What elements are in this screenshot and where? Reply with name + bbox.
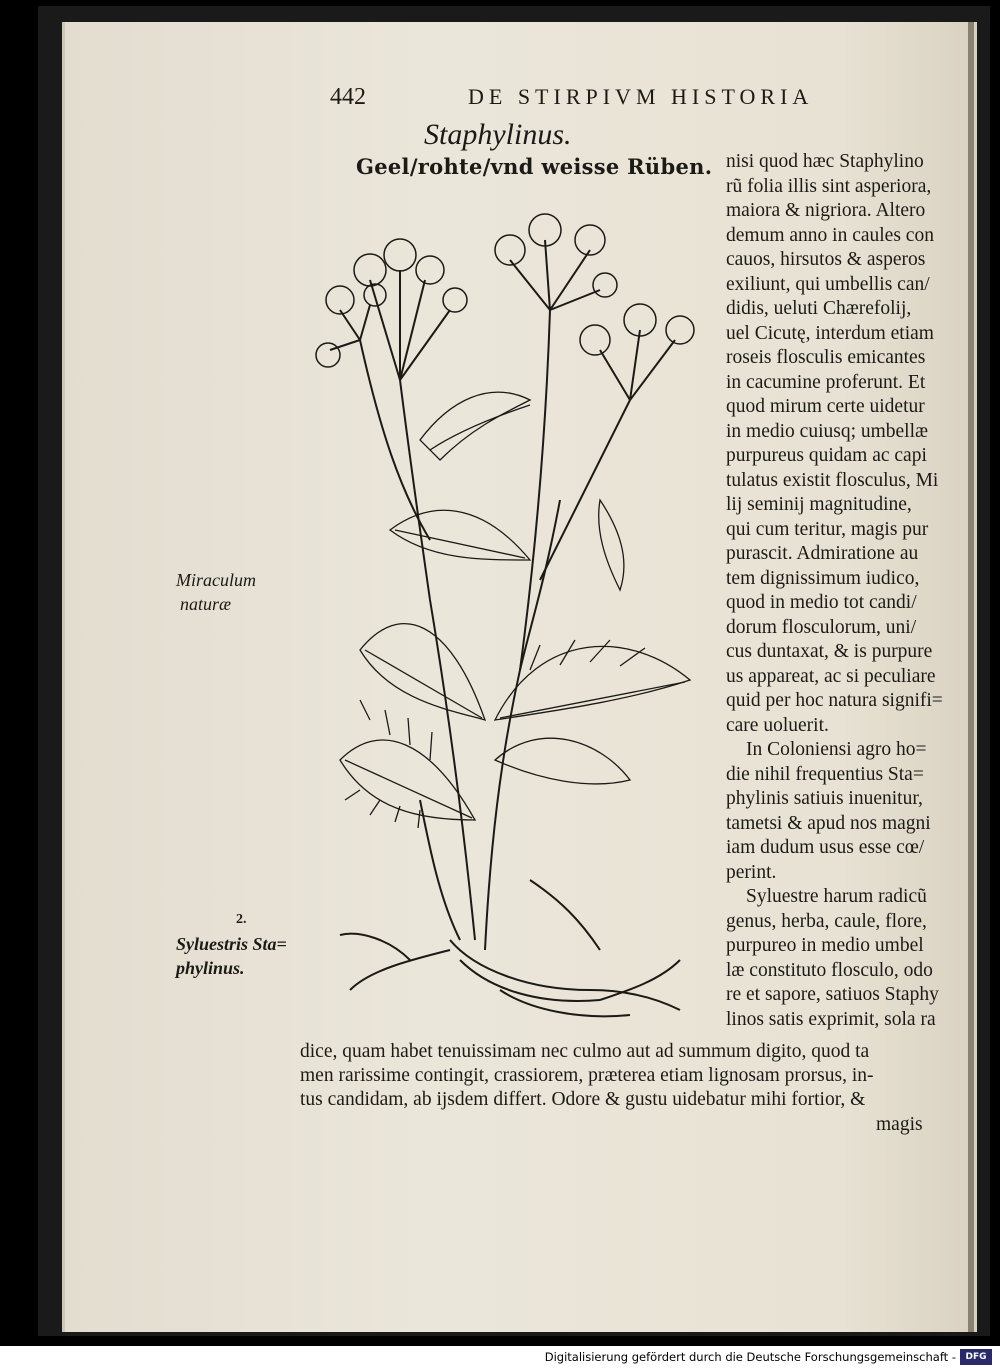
text-line: linos satis exprimit, sola ra (726, 1008, 936, 1030)
margin-note-line: naturæ (180, 594, 232, 614)
section-subtitle: Geel/rohte/vnd weisse Rüben. (356, 154, 713, 179)
text-line: exiliunt, qui umbellis can/ (726, 273, 930, 295)
text-line: demum anno in caules con (726, 224, 934, 246)
text-line: purpureus quidam ac capi (726, 445, 927, 466)
text-full-width (300, 1040, 970, 1112)
text-line: tametsi & apud nos magni (726, 812, 931, 834)
leaf-large-right (495, 646, 690, 720)
text-line: nisi quod hæc Staphylino (726, 151, 924, 172)
text-line: roseis flosculis emicantes (726, 347, 926, 368)
page-edge (968, 22, 974, 1332)
text-line: purascit. Admiratione au (726, 543, 919, 564)
text-line: phylinis satiuis inuenitur, (726, 788, 923, 809)
text-line: In Coloniensi agro ho= (746, 739, 927, 760)
leaf-lower-right (495, 738, 630, 784)
stem-main (485, 500, 560, 950)
text-line: genus, herba, caule, flore, (726, 910, 927, 932)
text-line: quod mirum certe uidetur (726, 396, 925, 417)
leaf-mid-right (599, 500, 624, 590)
text-line: care uoluerit. (726, 714, 829, 736)
text-line: dorum flosculorum, uni/ (726, 616, 917, 638)
stem-right (540, 400, 630, 580)
text-line: Syluestre harum radicũ (746, 886, 927, 907)
text-line: us appareat, ac si peculiare (726, 665, 936, 687)
text-line: in cacumine proferunt. Et (726, 371, 926, 393)
dfg-logo-icon: DFG (960, 1349, 992, 1365)
text-line: cauos, hirsutos & asperos (726, 249, 926, 270)
text-line: re et sapore, satiuos Staphy (726, 984, 939, 1005)
text-line: perint. (726, 861, 777, 883)
text-line: cus duntaxat, & is purpure (726, 641, 933, 662)
margin-note-line: Miraculum (176, 570, 256, 590)
plant-woodcut-illustration (300, 200, 720, 1040)
text-line: qui cum teritur, magis pur (726, 518, 929, 540)
text-line: uel Cicutę, interdum etiam (726, 322, 934, 344)
text-line: lij seminij magnitudine, (726, 494, 912, 515)
catchword: magis (876, 1114, 923, 1135)
text-line: maiora & nigriora. Altero (726, 200, 926, 221)
text-line: tem dignissimum iudico, (726, 567, 920, 589)
leaf-large-left (360, 624, 485, 720)
root-bulb (450, 940, 680, 1010)
section-title: Staphylinus. (424, 118, 572, 151)
stem-center (520, 310, 550, 670)
text-line: tus candidam, ab ijsdem differt. Odore & gustu uidebatur mihi fortior, & (300, 1089, 866, 1110)
text-line: quid per hoc natura signifi= (726, 690, 943, 711)
stem-left (400, 380, 475, 940)
margin-note-line: Syluestris Sta= (176, 934, 287, 954)
margin-note-number: 2. (236, 912, 247, 927)
text-line: rũ folia illis sint asperiora, (726, 175, 932, 197)
text-line: men rarissime contingit, crassiorem, præterea etiam lignosam prorsus, in- (300, 1065, 874, 1086)
text-line: læ constituto flosculo, odo (726, 959, 933, 981)
text-line: die nihil frequentius Sta= (726, 763, 924, 785)
margin-note-line: phylinus. (176, 958, 245, 978)
text-line: in medio cuiusq; umbellæ (726, 420, 929, 442)
text-line: iam dudum usus esse cœ/ (726, 837, 925, 858)
margin-note-syluestris (176, 932, 287, 980)
text-line: purpureo in medio umbel (726, 935, 924, 956)
leaf-lower-left (340, 740, 475, 820)
page-number: 442 (330, 84, 366, 110)
text-column (726, 150, 966, 1032)
margin-note-miraculum (176, 568, 256, 616)
text-line: tulatus existit flosculus, Mi (726, 469, 939, 491)
text-line: quod in medio tot candi/ (726, 592, 917, 613)
text-line: dice, quam habet tenuissimam nec culmo aut ad summum digito, quod ta (300, 1041, 870, 1062)
leaf-mid-left (390, 510, 530, 560)
footer-credit: Digitalisierung gefördert durch die Deutsche Forschungsgemeinschaft - (544, 1350, 956, 1364)
running-head: DE STIRPIVM HISTORIA (468, 84, 814, 109)
text-line: didis, ueluti Chærefolij, (726, 298, 912, 319)
footer-bar (0, 1346, 1000, 1368)
